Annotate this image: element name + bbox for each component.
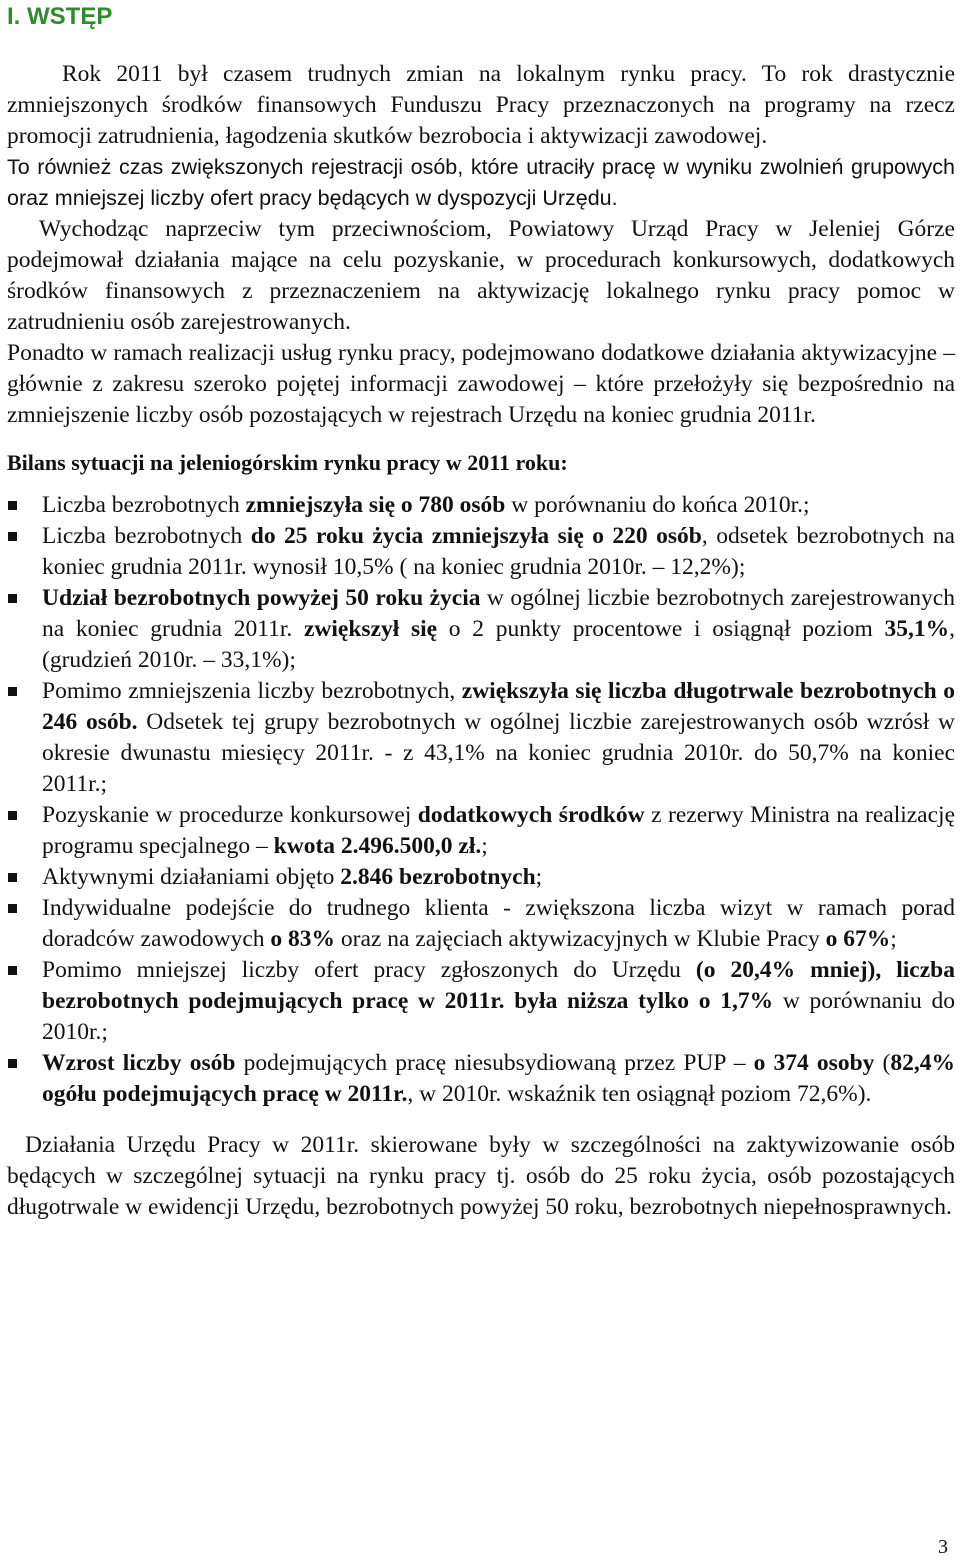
item-emphasis: do 25 roku życia zmniejszyła się o 220 osób [250,523,702,549]
item-emphasis: 2.846 bezrobotnych [340,864,536,890]
item-text: , (grudzień 2010r. – 33,1%); [42,616,956,673]
intro-paragraph-3: Wychodząc naprzeciw tym przeciwnościom, Powiatowy Urząd Pracy w Jeleniej Górze podejmował działania mające na celu pozyskanie, w procedurach konkursowych, dodatkowych środków finansowych z przeznaczeniem na aktywizację lokalnego rynku pracy pomoc w zatrudnieniu osób zarejestrowanych. [7,216,955,335]
closing-paragraph: Działania Urzędu Pracy w 2011r. skierowane były w szczególności na zaktywizowanie osób będących w szczególnej sytuacji na rynku pracy tj. osób do 25 roku życia, osób pozostających długotrwale w ewidencji Urzędu, bezrobotnych powyżej 50 roku, bezrobotnych niepełnosprawnych. [7,1132,955,1220]
item-text: Aktywnymi działaniami objęto [42,864,341,890]
list-item [7,1048,955,1110]
item-text: w porównaniu do końca 2010r.; [505,492,810,518]
intro-paragraph-2: To również czas zwiększonych rejestracji osób, które utraciły pracę w wyniku zwolnień grupowych oraz mniejszej liczby ofert pracy będących w dyspozycji Urzędu. [7,155,955,210]
page-body [7,59,955,1223]
item-text: w ogólnej liczbie bezrobotnych zarejestrowanych na koniec grudnia 2011r. [42,585,955,642]
item-text: Indywidualne podejście do trudnego klienta - zwiększona liczba wizyt w ramach porad doradców zawodowych [42,895,955,952]
list-item [7,490,955,521]
list-item [7,676,955,800]
item-emphasis: o 83% [270,926,336,952]
page-number: 3 [938,1536,948,1558]
item-text: , w 2010r. wskaźnik ten osiągnął poziom 72,6%). [407,1081,872,1107]
intro-paragraph-1: Rok 2011 był czasem trudnych zmian na lokalnym rynku pracy. To rok drastycznie zmniejszonych środków finansowych Funduszu Pracy przeznaczonych na programy na rzecz promocji zatrudnienia, łagodzenia skutków bezrobocia i aktywizacji zawodowej. [7,61,955,149]
item-text: , odsetek bezrobotnych na koniec grudnia 2011r. wynosił 10,5% ( na koniec grudnia 2010r. – 12,2%); [42,523,955,580]
item-emphasis: Udział bezrobotnych powyżej 50 roku życia [42,585,481,611]
item-text: Liczba bezrobotnych [42,523,251,549]
item-emphasis: zmniejszyła się o 780 osób [245,492,506,518]
item-text: ( [874,1050,891,1076]
item-text: Pozyskanie w procedurze konkursowej [42,802,418,828]
bilans-list [7,490,955,1110]
item-emphasis: 82,4% ogółu podejmujących pracę w 2011r. [42,1050,955,1107]
item-text: ; [535,864,543,890]
item-text: o 2 punkty procentowe i osiągnął poziom [437,616,885,642]
list-item [7,862,955,893]
item-emphasis: zwiększyła się liczba długotrwale bezrobotnych o 246 osób. [42,678,955,735]
item-text: podejmujących pracę niesubsydiowaną przez PUP – [235,1050,754,1076]
item-emphasis: dodatkowych środków [417,802,645,828]
list-item [7,800,955,862]
item-emphasis: o 67% [825,926,891,952]
intro-paragraph-4: Ponadto w ramach realizacji usług rynku pracy, podejmowano dodatkowe działania aktywizacyjne – głównie z zakresu szeroko pojętej informacji zawodowej – które przełożyły się bezpośrednio na zmniejszenie liczby osób pozostających w rejestrach Urzędu na koniec grudnia 2011r. [7,340,955,428]
bilans-heading: Bilans sytuacji na jeleniogórskim rynku pracy w 2011 roku: [7,450,568,475]
item-text: ; [481,833,488,859]
item-text: z rezerwy Ministra na realizację programu specjalnego – [42,802,955,859]
list-item [7,521,955,583]
item-emphasis: (o 20,4% mniej), liczba bezrobotnych podejmujących pracę w 2011r. była niższa tylko o 1,7% [42,957,955,1014]
item-text: w porównaniu do 2010r.; [42,988,955,1045]
item-text: oraz na zajęciach aktywizacyjnych w Klubie Pracy [335,926,826,952]
item-emphasis: 35,1% [884,616,950,642]
item-emphasis: kwota 2.496.500,0 zł. [273,833,482,859]
item-emphasis: o 374 osoby [753,1050,875,1076]
section-heading: I. WSTĘP [7,3,113,30]
list-item [7,955,955,1048]
item-emphasis: Wzrost liczby osób [42,1050,236,1076]
item-text: Pomimo mniejszej liczby ofert pracy zgłoszonych do Urzędu [42,957,696,983]
item-emphasis: zwiększył się [303,616,438,642]
item-text: ; [890,926,897,952]
item-text: Pomimo zmniejszenia liczby bezrobotnych, [42,678,462,704]
list-item [7,893,955,955]
item-text: Odsetek tej grupy bezrobotnych w ogólnej liczbie zarejestrowanych osób wzrósł w okresie dwunastu miesięcy 2011r. - z 43,1% na koniec grudnia 2010r. do 50,7% na koniec 2011r.; [42,709,955,797]
item-text: Liczba bezrobotnych [42,492,246,518]
list-item [7,583,955,676]
